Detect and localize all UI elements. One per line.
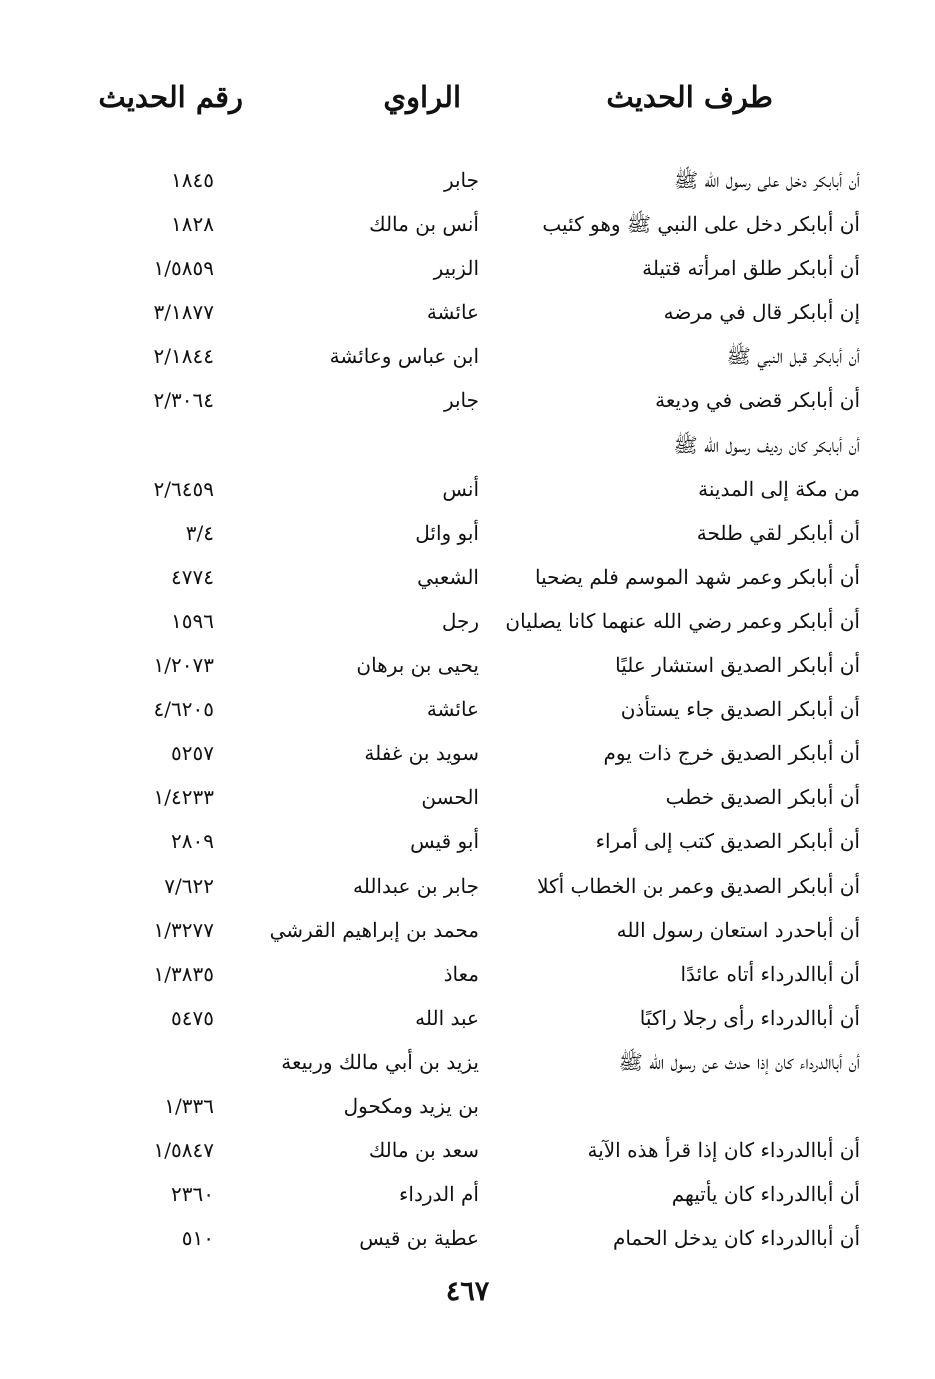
hadith-excerpt: إن أبابكر قال في مرضه	[663, 300, 860, 325]
table-row	[0, 954, 935, 998]
table-row	[0, 336, 935, 380]
table-row	[0, 866, 935, 910]
narrator-name: عائشة	[426, 697, 479, 722]
index-table	[0, 160, 935, 1262]
hadith-number: ٥١٠	[181, 1226, 214, 1251]
table-row	[0, 821, 935, 865]
hadith-number: ١/٢٠٧٣	[153, 653, 214, 678]
table-row	[0, 689, 935, 733]
hadith-excerpt: أن أبابكر قضى في وديعة	[655, 388, 860, 413]
table-row	[0, 1042, 935, 1086]
table-row	[0, 292, 935, 336]
narrator-name: عبد الله	[415, 1005, 479, 1030]
narrator-name: الحسن	[421, 785, 479, 810]
narrator-name: جابر بن عبدالله	[352, 873, 479, 898]
table-row	[0, 513, 935, 557]
hadith-excerpt: أن أبابكر الصديق خطب	[665, 785, 860, 810]
narrator-name: الشعبي	[417, 564, 479, 589]
hadith-excerpt: أن أباحدرد استعان رسول الله	[616, 917, 860, 942]
hadith-number: ١/٣٣٦	[164, 1093, 214, 1118]
hadith-number: ٧/٦٢٢	[164, 873, 214, 898]
narrator-name: عائشة	[426, 300, 479, 325]
narrator-name: عطية بن قيس	[359, 1226, 479, 1251]
hadith-number: ٥٤٧٥	[171, 1005, 214, 1030]
table-row	[0, 733, 935, 777]
hadith-excerpt: أن أبابكر الصديق كتب إلى أمراء	[595, 829, 860, 854]
header-hadith-excerpt: طرف الحديث	[606, 80, 773, 114]
hadith-excerpt: من مكة إلى المدينة	[698, 476, 860, 501]
table-row	[0, 248, 935, 292]
hadith-number: ١/٥٨٥٩	[153, 256, 214, 281]
hadith-excerpt: أن أباالدرداء كان إذا حدث عن رسول الله ﷺ	[618, 1049, 860, 1074]
hadith-excerpt: أن أبابكر دخل على رسول الله ﷺ	[673, 168, 860, 192]
table-row	[0, 557, 935, 601]
hadith-excerpt: أن أبابكر وعمر رضي الله عنهما كانا يصليان	[505, 608, 860, 633]
hadith-number: ٥٢٥٧	[171, 741, 214, 766]
hadith-number: ٢/٦٤٥٩	[153, 476, 214, 501]
narrator-name: أنس بن مالك	[369, 212, 479, 237]
hadith-number: ١٥٩٦	[171, 608, 214, 633]
hadith-excerpt: أن أبابكر الصديق خرج ذات يوم	[603, 741, 860, 766]
hadith-excerpt: أن أبابكر لقي طلحة	[696, 520, 860, 545]
narrator-name: جابر	[443, 388, 479, 413]
hadith-number: ٢/١٨٤٤	[153, 344, 214, 369]
table-header	[0, 80, 935, 130]
narrator-name: أبو قيس	[410, 829, 479, 854]
header-narrator: الراوي	[383, 80, 461, 114]
page-number: ٤٦٧	[445, 1276, 490, 1307]
narrator-name: معاذ	[443, 961, 479, 986]
narrator-name: سعد بن مالك	[368, 1138, 479, 1163]
hadith-excerpt: أن أبابكر الصديق جاء يستأذن	[620, 697, 860, 722]
table-row	[0, 469, 935, 513]
table-row	[0, 204, 935, 248]
hadith-excerpt: أن أبابكر وعمر شهد الموسم فلم يضحيا	[535, 564, 860, 589]
hadith-excerpt: أن أبابكر كان رديف رسول الله ﷺ	[673, 432, 860, 457]
hadith-excerpt: أن أباالدرداء رأى رجلا راكبًا	[639, 1005, 860, 1030]
hadith-excerpt: أن أباالدرداء كان إذا قرأ هذه الآية	[587, 1138, 860, 1163]
hadith-number: ٤٧٧٤	[171, 564, 214, 589]
hadith-number: ٢٣٦٠	[171, 1182, 214, 1207]
narrator-name: محمد بن إبراهيم القرشي	[269, 917, 479, 942]
narrator-name: سويد بن غفلة	[364, 741, 479, 766]
narrator-name: يزيد بن أبي مالك وربيعة	[281, 1049, 479, 1074]
narrator-name: أنس	[442, 476, 479, 501]
hadith-excerpt: أن أباالدرداء أتاه عائدًا	[680, 961, 860, 986]
hadith-excerpt: أن أباالدرداء كان يدخل الحمام	[612, 1226, 860, 1251]
hadith-number: ١/٥٨٤٧	[153, 1138, 214, 1163]
table-row	[0, 380, 935, 424]
header-hadith-number: رقم الحديث	[98, 80, 243, 114]
hadith-number: ١٨٤٥	[171, 168, 214, 192]
table-row	[0, 998, 935, 1042]
table-row	[0, 910, 935, 954]
hadith-number: ١/٣٢٧٧	[153, 917, 214, 942]
hadith-number: ٢٨٠٩	[171, 829, 214, 854]
hadith-number: ١٨٢٨	[171, 212, 214, 237]
table-row	[0, 1086, 935, 1130]
table-row	[0, 1174, 935, 1218]
narrator-name: بن يزيد ومكحول	[343, 1093, 479, 1118]
hadith-excerpt: أن أبابكر قبل النبي ﷺ	[726, 344, 860, 369]
narrator-name: أبو وائل	[415, 520, 479, 545]
hadith-number: ١/٣٨٣٥	[153, 961, 214, 986]
hadith-number: ١/٤٢٣٣	[153, 785, 214, 810]
hadith-number: ٤/٦٢٠٥	[153, 697, 214, 722]
hadith-excerpt: أن أبابكر الصديق استشار عليًا	[615, 653, 860, 678]
hadith-excerpt: أن أبابكر دخل على النبي ﷺ وهو كئيب	[542, 212, 860, 237]
narrator-name: ابن عباس وعائشة	[329, 344, 479, 369]
narrator-name: يحيى بن برهان	[356, 653, 479, 678]
hadith-number: ٢/٣٠٦٤	[153, 388, 214, 413]
table-row	[0, 777, 935, 821]
hadith-number: ٣/٤	[185, 520, 214, 545]
hadith-excerpt: أن أباالدرداء كان يأتيهم	[671, 1182, 860, 1207]
hadith-excerpt: أن أبابكر الصديق وعمر بن الخطاب أكلا	[537, 873, 860, 898]
table-row	[0, 1218, 935, 1262]
hadith-number: ٣/١٨٧٧	[153, 300, 214, 325]
table-row	[0, 425, 935, 469]
narrator-name: رجل	[441, 608, 479, 633]
table-row	[0, 1130, 935, 1174]
narrator-name: أم الدرداء	[399, 1182, 479, 1207]
table-row	[0, 160, 935, 204]
narrator-name: الزبير	[433, 256, 479, 281]
narrator-name: جابر	[443, 168, 479, 192]
hadith-excerpt: أن أبابكر طلق امرأته قتيلة	[642, 256, 860, 281]
table-row	[0, 645, 935, 689]
table-row	[0, 601, 935, 645]
